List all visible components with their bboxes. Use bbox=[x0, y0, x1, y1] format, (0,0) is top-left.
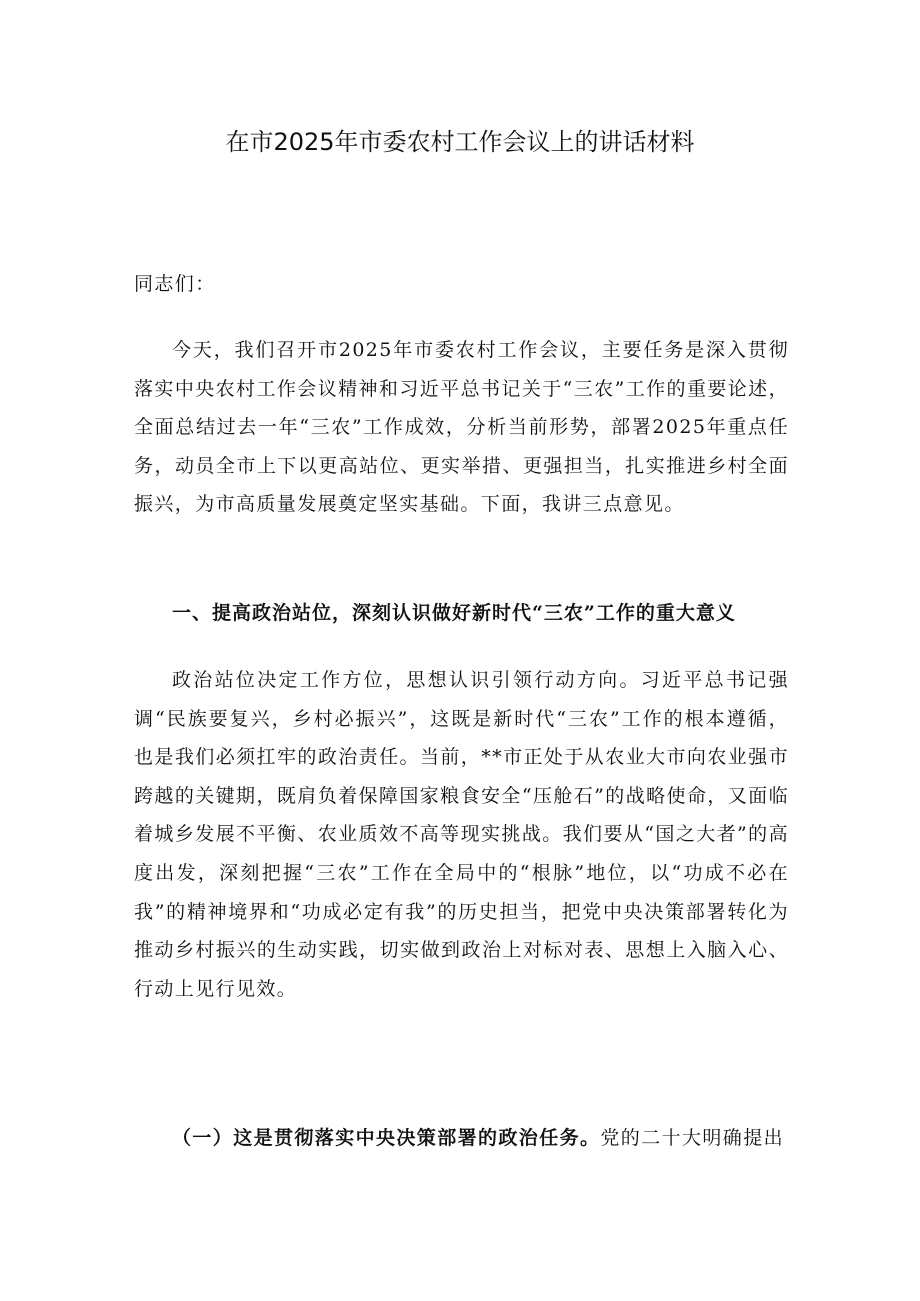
document-title: 在市2025年市委农村工作会议上的讲话材料 bbox=[225, 128, 695, 156]
paragraph-intro: 今天，我们召开市2025年市委农村工作会议，主要任务是深入贯彻落实中央农村工作会议精神和习近平总书记关于“三农”工作的重要论述，全面总结过去一年“三农”工作成效，分析当前形势，部署2025年重点任务，动员全市上下以更高站位、更实举措、更强担当，扎实推进乡村全面振兴，为市高质量发展奠定坚实基础。下面，我讲三点意见。 bbox=[134, 339, 789, 516]
salutation: 同志们： bbox=[134, 273, 216, 295]
paragraph-political-stance: 政治站位决定工作方位，思想认识引领行动方向。习近平总书记强调“民族要复兴，乡村必振兴”，这既是新时代“三农”工作的根本遵循，也是我们必须扛牢的政治责任。当前，**市正处于从农业大市向农业强市跨越的关键期，既肩负着保障国家粮食安全“压舱石”的战略使命，又面临着城乡发展不平衡、农业质效不高等现实挑战。我们要从“国之大者”的高度出发，深刻把握“三农”工作在全局中的“根脉”地位，以“功成不必在我”的精神境界和“功成必定有我”的历史担当，把党中央决策部署转化为推动乡村振兴的生动实践，切实做到政治上对标对表、思想上入脑入心、行动上见行见效。 bbox=[134, 669, 789, 1000]
section-heading-1: 一、提高政治站位，深刻认识做好新时代“三农”工作的重大意义 bbox=[172, 602, 736, 624]
subpoint-1-lead: （一）这是贯彻落实中央决策部署的政治任务。 bbox=[172, 1127, 601, 1149]
subpoint-1-text: 党的二十大明确提出 bbox=[600, 1127, 785, 1149]
subpoint-1 bbox=[134, 1119, 789, 1158]
